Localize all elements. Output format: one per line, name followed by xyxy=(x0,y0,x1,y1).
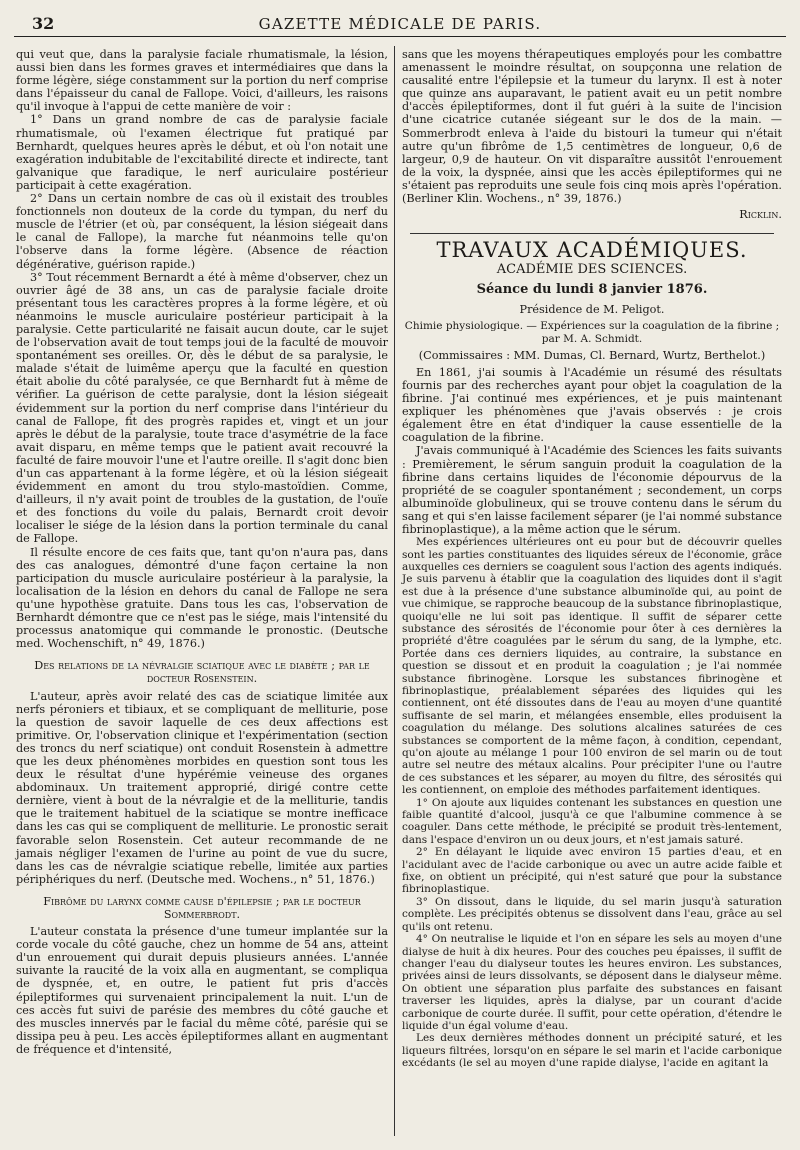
paragraph: 1° On ajoute aux liquides contenant les substances en question une faible quantité d'alcool, jusqu'à ce que l'albumine commence à se coaguler. Dans cette méthode, le précipité se produit très-lentement, dans l'espace d'environ un ou deux jours, et n'est jamais saturé. xyxy=(402,796,782,846)
paragraph: L'auteur constata la présence d'une tumeur implantée sur la corde vocale du côté gauche, chez un homme de 54 ans, atteint d'un enrouement qui durait depuis plusieurs années. L'année suivante la raucité de la voix alla en augmentant, se compliqua de dyspnée, et, en outre, le patient fut pris d'accès épileptiformes qui survenaient principalement la nuit. L'un de ces accès fut suivi de parésie des membres du côté gauche et des muscles innervés par le facial du même côté, parésie qui se dissipa peu à peu. Les accès épileptiformes allant en augmentant de fréquence et d'intensité, xyxy=(16,925,388,1056)
presidence-line: Présidence de M. Peligot. xyxy=(519,302,665,316)
commissaires-line: (Commissaires : MM. Dumas, Cl. Bernard, Wurtz, Berthelot.) xyxy=(418,348,766,362)
paragraph: qui veut que, dans la paralysie faciale rhumatismale, la lésion, aussi bien dans les formes graves et intermédiaires que dans la forme légère, siége constamment sur la portion du nerf comprise dans l'épaisseur du canal de Fallope. Voici, d'ailleurs, les raisons qu'il invoque à l'appui de cette manière de voir : xyxy=(16,48,388,114)
paragraph: En 1861, j'ai soumis à l'Académie un résumé des résultats fournis par des recherches ayant pour objet la coagulation de la fibrine. J'ai continué mes expériences, et je puis maintenant expliquer les phénomènes que j'avais observés : je crois également être en état d'indiquer la cause essentielle de la coagulation de la fibrine. xyxy=(402,365,782,445)
page-number: 32 xyxy=(32,14,55,33)
paragraph: 3° On dissout, dans le liquide, du sel marin jusqu'à saturation complète. Les précipités obtenus se dissolvent dans l'eau, grâce au sel qu'ils ont retenu. xyxy=(402,895,782,933)
paragraph: 2° En délayant le liquide avec environ 15 parties d'eau, et en l'acidulant avec de l'acide carbonique ou avec un autre acide faible et fixe, on obtient un précipité, qui n'est saturé que pour la substance fibrinoplastique. xyxy=(402,846,782,896)
left-column xyxy=(16,48,388,1056)
paragraph: 2° Dans un certain nombre de cas où il existait des troubles fonctionnels non douteux de la corde du tympan, du nerf du muscle de l'étrier (et où, par conséquent, la lésion siégeait dans le canal de Fallope), la marche fut néanmoins telle qu'on l'observe dans la forme légère. (Absence de réaction dégénérative, guérison rapide.) xyxy=(16,192,388,271)
article-title-coagulation: Chimie physiologique. — Expériences sur la coagulation de la fibrine ; par M. A. Schmidt. xyxy=(404,319,780,345)
section-title: TRAVAUX ACADÉMIQUES. xyxy=(436,238,748,263)
seance-heading: Séance du lundi 8 janvier 1876. xyxy=(476,282,708,298)
article-title-fibrome: Fibrôme du larynx comme cause d'épilepsie ; par le docteur Sommerbrodt. xyxy=(43,894,361,921)
paragraph: sans que les moyens thérapeutiques employés pour les combattre amenassent le moindre résultat, on soupçonna une relation de causalité entre l'épilepsie et la tumeur du larynx. Il est à noter que quinze ans auparavant, le patient avait eu un petit nombre d'accès épileptiformes, dont il fut guéri à la suite de l'incision d'une cicatrice cutanée siégeant sur le dos de la main. — Sommerbrodt enleva à l'aide du bistouri la tumeur qui n'était autre qu'un fibrôme de 1,5 centimètres de longueur, 0,6 de largeur, 0,9 de hauteur. On vit disparaître aussitôt l'enrouement de la voix, la dyspnée, ainsi que les accès épileptiformes qui ne s'étaient pas reproduits une seule fois cinq mois après l'opération. (Berliner Klin. Wochens., n° 39, 1876.) xyxy=(402,48,782,206)
paragraph: L'auteur, après avoir relaté des cas de sciatique limitée aux nerfs péroniers et tibiaux, et se compliquant de melliturie, pose la question de savoir laquelle de ces deux affections est primitive. Or, l'observation clinique et l'expérimentation (section des troncs du nerf sciatique) ont conduit Rosenstein à admettre que les deux phénomènes morbides en question sont tous les deux le résultat d'une hypérémie veineuse des organes abdominaux. Un traitement approprié, dirigé contre cette dernière, vient à bout de la névralgie et de la melliturie, tandis que le traitement habituel de la sciatique se montre inefficace dans les cas qui se compliquent de melliturie. Le pronostic serait favorable selon Rosenstein. Cet auteur recommande de ne jamais négliger l'examen de l'urine au point de vue du sucre, dans les cas de névralgie sciatique rebelle, limitée aux parties périphériques du nerf. (Deutsche med. Wochens., n° 51, 1876.) xyxy=(16,689,388,886)
right-column xyxy=(402,48,782,1070)
paragraph: 4° On neutralise le liquide et l'on en sépare les sels au moyen d'une dialyse de huit à dix heures. Pour des couches peu épaisses, il suffit de changer l'eau du dialyseur toutes les heures environ. Les substances, privées ainsi de leurs dissolvants, se déposent dans le dialyseur même. On obtient une séparation plus parfaite des substances en faisant traverser les liquides, après la dialyse, par un courant d'acide carbonique de courte durée. Il suffit, pour cette opération, d'étendre le liquide d'un égal volume d'eau. xyxy=(402,933,782,1032)
paragraph: J'avais communiqué à l'Académie des Sciences les faits suivants : Premièrement, le sérum sanguin produit la coagulation de la fibrine dans certains liquides de l'économie dépourvus de la propriété de se coaguler spontanément ; secondement, un corps albuminoïde globulineux, qui se trouve contenu dans le sérum du sang et qui s'en laisse facilement séparer (je l'ai nommé substance fibrinoplastique), a la même action que le sérum. xyxy=(402,444,782,536)
paragraph: Mes expériences ultérieures ont eu pour but de découvrir quelles sont les parties constituantes des liquides séreux de l'économie, grâce auxquelles ces derniers se coagulent sous l'action des agents indiqués. Je suis parvenu à établir que la coagulation des liquides dont il s'agit est due à la présence d'une substance albuminoïde qui, au point de vue chimique, se rapproche beaucoup de la substance fibrinoplastique, quoiqu'elle ne lui soit pas identique. Il suffit de séparer cette substance des sérosités de l'économie pour ôter à ces dernières la propriété d'être coagulées par le sérum du sang, de la lymphe, etc. Portée dans ces derniers liquides, au contraire, la substance en question se dissout et en produit la coagulation ; je l'ai nommée substance fibrinogène. Lorsque les substances fibrinogène et fibrinoplastique, préalablement séparées des liquides qui les contiennent, ont été dissoutes dans de l'eau au moyen d'une quantité suffisante de sel marin, et mélangées ensemble, elles produisent la coagulation du mélange. Des solutions alcalines saturées de ces substances se comportent de la même façon, à condition, cependant, qu'on ajoute au mélange 1 pour 100 environ de sel marin ou de tout autre sel neutre des métaux alcalins. Pour précipiter l'une ou l'autre de ces substances et les séparer, au moyen du filtre, des sérosités qui les contiennent, on emploie des méthodes parfaitement identiques. xyxy=(402,536,782,797)
article-title-sciatique: Des relations de la névralgie sciatique avec le diabète ; par le docteur Rosenstein. xyxy=(34,659,370,686)
column-divider xyxy=(394,46,395,1136)
author-signature: Ricklin. xyxy=(739,208,782,222)
paragraph: Les deux dernières méthodes donnent un précipité saturé, et les liqueurs filtrées, lorsqu'on en sépare le sel marin et l'acide carbonique excédants (le sel au moyen d'une rapide dialyse, l'acide en agitant la xyxy=(402,1032,782,1070)
page-header xyxy=(14,14,786,37)
paragraph: 3° Tout récemment Bernardt a été à même d'observer, chez un ouvrier âgé de 38 ans, un cas de paralysie faciale droite présentant tous les caractères propres à la forme légère, et où néanmoins le muscle auriculaire postérieur participait à la paralysie. Cette particularité ne faisait aucun doute, car le sujet de l'observation avait de tout temps joui de la faculté de mouvoir spontanément ses oreilles. Or, dès le début de sa paralysie, le malade s'était de luimême aperçu que la faculté en question était abolie du côté paralysée, ce que Bernhardt fut à même de vérifier. La guérison de cette paralysie, dont la lésion siégeait évidemment sur la portion du nerf comprise dans l'intérieur du canal de Fallope, fit des progrès rapides et, vingt et un jour après le début de la paralysie, toute trace d'asymétrie de la face avait disparu, en même temps que le patient avait recouvré la faculté de faire mouvoir l'une et l'autre oreille. Il s'agit donc bien d'un cas appartenant à la forme légère, et où la lésion siégeait évidemment en amont du trou stylo-mastoïdien. Comme, d'ailleurs, il n'y avait point de troubles de la gustation, de l'ouïe et des fonctions du voile du palais, Bernardt croit devoir localiser le siége de la lésion dans la portion terminale du canal de Fallope. xyxy=(16,270,388,546)
paragraph: Il résulte encore de ces faits que, tant qu'on n'aura pas, dans des cas analogues, démontré d'une façon certaine la non participation du muscle auriculaire postérieur à la paralysie, la localisation de la lésion en dehors du canal de Fallope ne sera qu'une hypothèse gratuite. Dans tous les cas, l'observation de Bernhardt démontre que ce n'est pas le siége, mais l'intensité du processus anatomique qui commande le pronostic. (Deutsche med. Wochenschift, n° 49, 1876.) xyxy=(16,545,388,651)
paragraph: 1° Dans un grand nombre de cas de paralysie faciale rhumatismale, où l'examen électrique fut pratiqué par Bernhardt, quelques heures après le début, et où l'on notait une exagération indubitable de l'excitabilité directe et indirecte, tant galvanique que faradique, le nerf auriculaire postérieur participait à cette exagération. xyxy=(16,113,388,192)
section-rule xyxy=(410,233,774,234)
academy-heading: ACADÉMIE DES SCIENCES. xyxy=(496,262,688,278)
journal-title: GAZETTE MÉDICALE DE PARIS. xyxy=(258,15,542,33)
